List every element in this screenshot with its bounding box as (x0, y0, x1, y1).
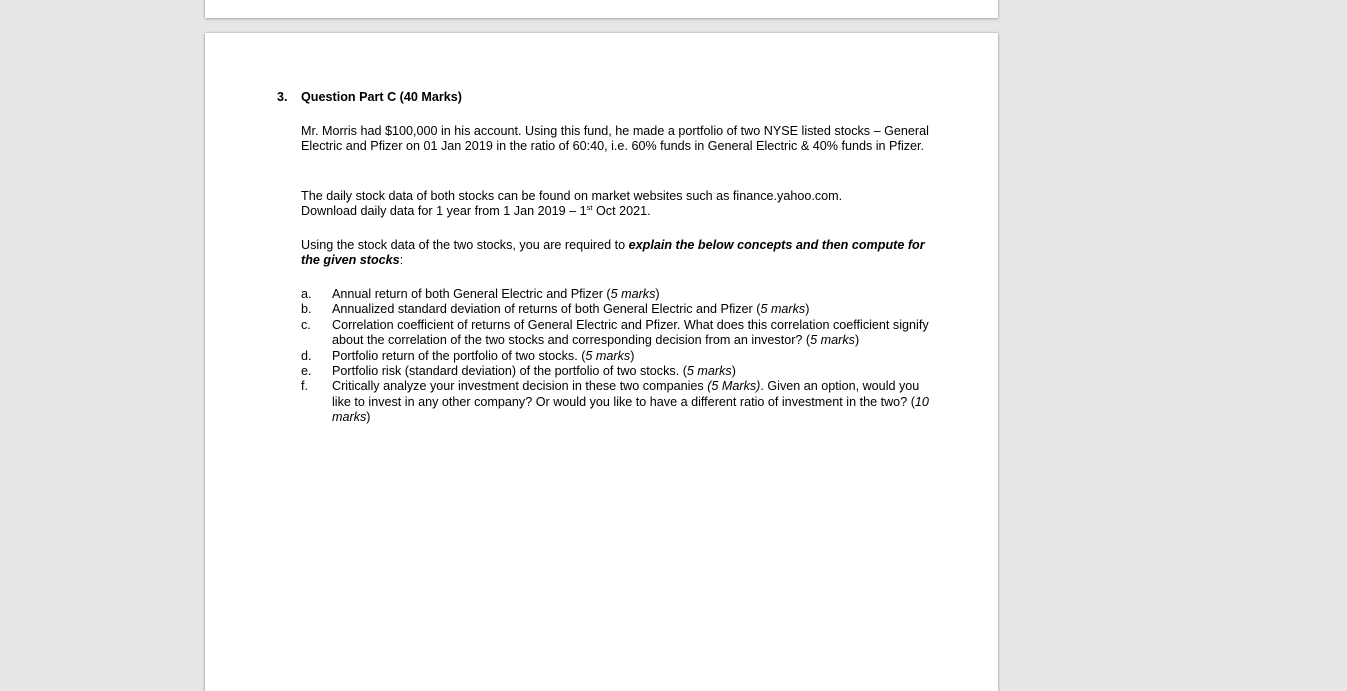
item-text: Annualized standard deviation of returns of both General Electric and Pfizer ( (332, 302, 761, 317)
item-marker: e. (301, 364, 312, 379)
item-marker: f. (301, 379, 308, 394)
item-marks: 5 marks (760, 302, 806, 317)
date-range-text: Download daily data for 1 year from 1 Jan 2019 – 1 (301, 204, 587, 219)
item-mid-text: . Given an option, would you like to invest in any other company? Or would you like to have a different ratio of investment in the two? ( (332, 379, 920, 409)
question-title: Question Part C (40 Marks) (301, 90, 462, 104)
item-marker: a. (301, 287, 312, 301)
item-marks: (5 Marks) (707, 379, 761, 394)
list-item (301, 364, 941, 379)
item-marks-2: 10 marks (332, 394, 929, 425)
list-item (301, 349, 941, 364)
previous-page (205, 0, 998, 18)
intro-paragraph: Mr. Morris had $100,000 in his account. Using this fund, he made a portfolio of two NYSE listed stocks – General Electric and Pfizer on 01 Jan 2019 in the ratio of 60:40, i.e. 60% funds in General Electric & 40% funds in Pfizer. (301, 124, 929, 154)
item-text: Portfolio return of the portfolio of two stocks. ( (332, 348, 586, 363)
item-marks: 5 marks (810, 333, 855, 348)
item-close: ) (630, 348, 635, 363)
data-source-paragraph (301, 189, 941, 220)
task-paragraph (301, 238, 941, 269)
item-close: ) (366, 410, 371, 425)
date-range-end: Oct 2021. (592, 204, 651, 219)
ordinal-superscript: st (586, 203, 593, 213)
list-item (301, 379, 941, 425)
item-text: Correlation coefficient of returns of General Electric and Pfizer. What does this correlation coefficient signify about the correlation of the two stocks and corresponding decision from an investor? ( (332, 317, 929, 348)
current-page (205, 33, 998, 691)
task-list (301, 287, 941, 426)
data-source-line-2 (301, 204, 941, 219)
task-intro-text: Using the stock data of the two stocks, you are required to (301, 238, 629, 252)
list-item (301, 318, 941, 349)
task-emphasis: explain the below concepts and then compute for the given stocks (301, 238, 925, 268)
item-marks: 5 marks (610, 287, 656, 301)
item-close: ) (854, 333, 860, 348)
question-heading (277, 90, 462, 105)
item-close: ) (655, 287, 660, 301)
item-marker: b. (301, 302, 312, 317)
item-text: Annual return of both General Electric and Pfizer ( (332, 287, 611, 301)
item-text: Portfolio risk (standard deviation) of the portfolio of two stocks. ( (332, 364, 687, 379)
list-item (301, 302, 941, 317)
item-text: Critically analyze your investment decision in these two companies (332, 379, 708, 394)
item-close: ) (731, 364, 736, 379)
data-source-line-1: The daily stock data of both stocks can be found on market websites such as finance.yahoo.com. (301, 189, 843, 203)
item-marker: c. (301, 317, 311, 332)
task-colon: : (399, 253, 404, 268)
item-marks: 5 marks (686, 364, 732, 379)
list-item (301, 287, 941, 302)
item-marker: d. (301, 348, 312, 363)
item-close: ) (805, 302, 810, 317)
item-marks: 5 marks (585, 348, 631, 363)
question-number: 3. (277, 90, 288, 104)
